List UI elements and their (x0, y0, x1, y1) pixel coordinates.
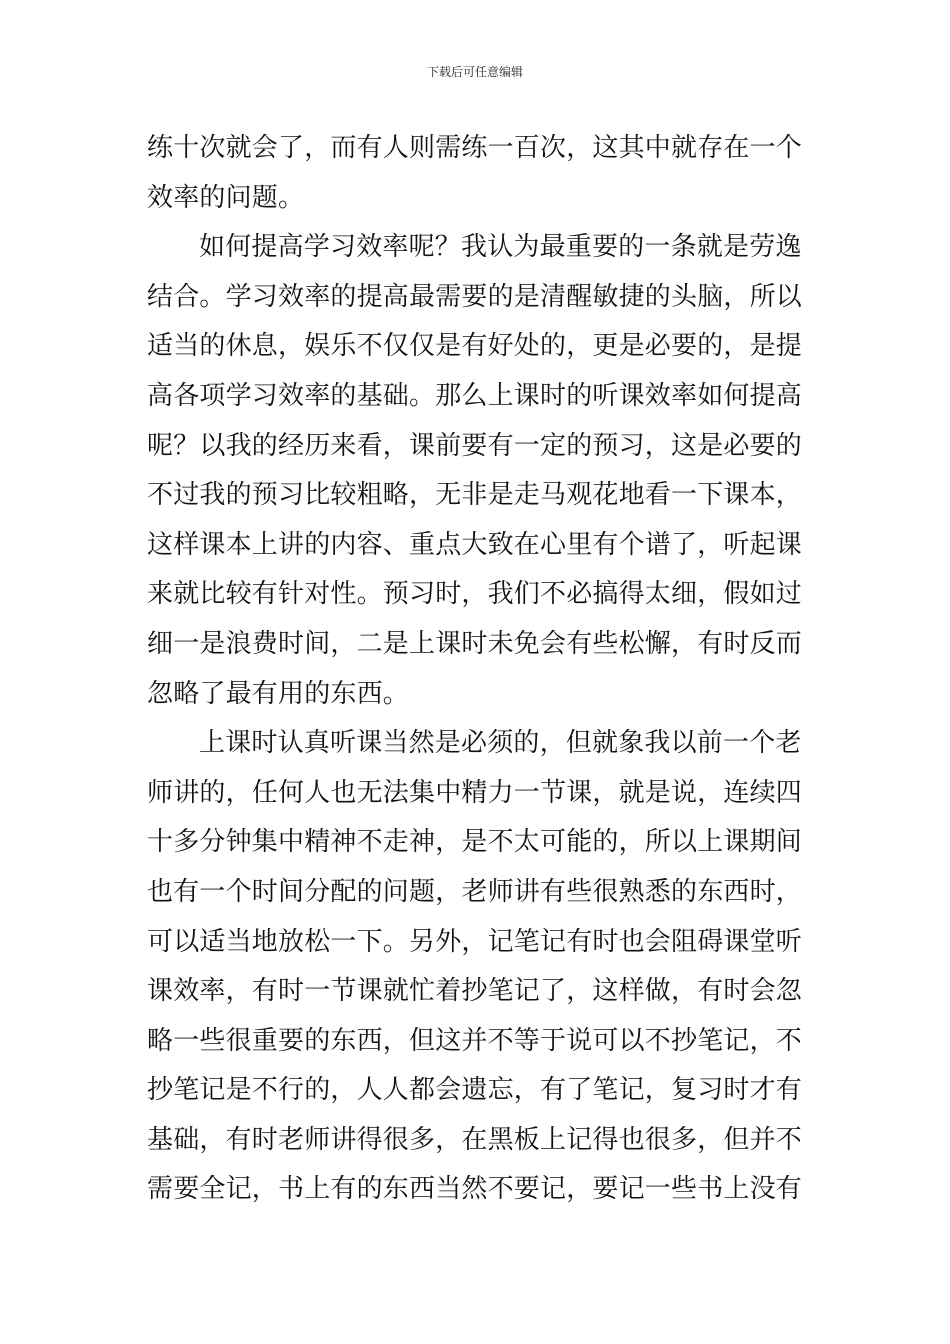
text-line: 课效率，有时一节课就忙着抄笔记了，这样做，有时会忽 (147, 976, 803, 1007)
text-line: 来就比较有针对性。预习时，我们不必搞得太细，假如过 (147, 579, 803, 610)
text-line: 高各项学习效率的基础。那么上课时的听课效率如何提高 (147, 380, 803, 411)
text-line: 忽略了最有用的东西。 (147, 678, 410, 709)
text-line: 基础，有时老师讲得很多，在黑板上记得也很多，但并不 (147, 1124, 803, 1155)
text-line: 不过我的预习比较粗略，无非是走马观花地看一下课本， (147, 480, 803, 511)
text-line: 效率的问题。 (147, 182, 305, 213)
document-body (147, 124, 811, 1215)
text-line: 也有一个时间分配的问题，老师讲有些很熟悉的东西时， (147, 876, 803, 907)
text-line: 可以适当地放松一下。另外，记笔记有时也会阻碍课堂听 (147, 926, 803, 957)
text-line: 需要全记，书上有的东西当然不要记，要记一些书上没有 (147, 1174, 803, 1205)
text-line: 呢？以我的经历来看，课前要有一定的预习，这是必要的 (147, 430, 803, 461)
paragraph-start-line: 如何提高学习效率呢？我认为最重要的一条就是劳逸 (199, 232, 802, 263)
text-line: 练十次就会了，而有人则需练一百次，这其中就存在一个 (147, 133, 803, 163)
text-line: 细一是浪费时间，二是上课时未免会有些松懈，有时反而 (147, 628, 803, 659)
paragraph-start-line: 上课时认真听课当然是必须的，但就象我以前一个老 (199, 728, 802, 759)
text-line: 结合。学习效率的提高最需要的是清醒敏捷的头脑，所以 (147, 281, 803, 312)
text-line: 这样课本上讲的内容、重点大致在心里有个谱了，听起课 (147, 529, 803, 560)
page-header: 下载后可任意编辑 (426, 65, 523, 79)
text-line: 抄笔记是不行的，人人都会遗忘，有了笔记，复习时才有 (147, 1075, 803, 1106)
text-line: 适当的休息，娱乐不仅仅是有好处的，更是必要的，是提 (147, 331, 803, 362)
text-line: 略一些很重要的东西，但这并不等于说可以不抄笔记，不 (147, 1025, 803, 1056)
text-line: 十多分钟集中精神不走神，是不太可能的，所以上课期间 (147, 827, 803, 858)
text-line: 师讲的，任何人也无法集中精力一节课，就是说，连续四 (147, 777, 803, 808)
